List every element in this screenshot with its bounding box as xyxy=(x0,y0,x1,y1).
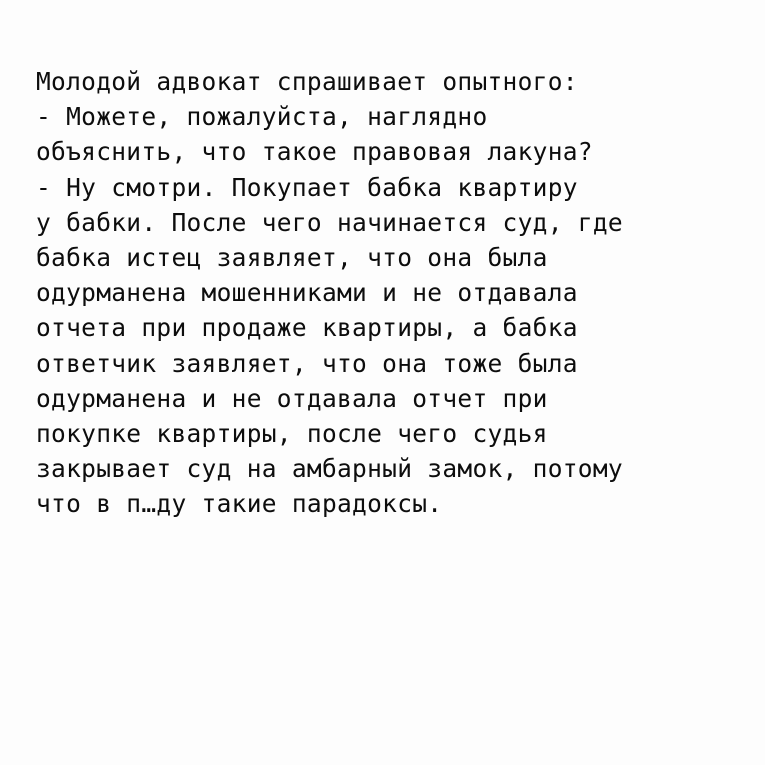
text-line: Молодой адвокат спрашивает опытного: xyxy=(36,67,578,96)
text-line: ответчик заявляет, что она тоже была xyxy=(36,348,578,378)
text-line: отчета при продаже квартиры, а бабка xyxy=(36,313,578,343)
text-line: у бабки. После чего начинается суд, где xyxy=(36,207,623,237)
text-line: одурманена и не отдавала отчет при xyxy=(36,383,548,413)
text-line: закрывает суд на амбарный замок, потому xyxy=(36,454,623,484)
text-line: одурманена мошенниками и не отдавала xyxy=(36,278,578,308)
text-line: что в п…ду такие парадоксы. xyxy=(36,489,443,519)
text-line: объяснить, что такое правовая лакуна? xyxy=(36,137,593,167)
text-line: бабка истец заявляет, что она была xyxy=(36,243,548,273)
text-line: покупке квартиры, после чего судья xyxy=(36,419,548,449)
text-line: - Можете, пожалуйста, наглядно xyxy=(36,102,488,132)
joke-text-block xyxy=(36,64,736,522)
text-line: - Ну смотри. Покупает бабка квартиру xyxy=(36,172,578,202)
